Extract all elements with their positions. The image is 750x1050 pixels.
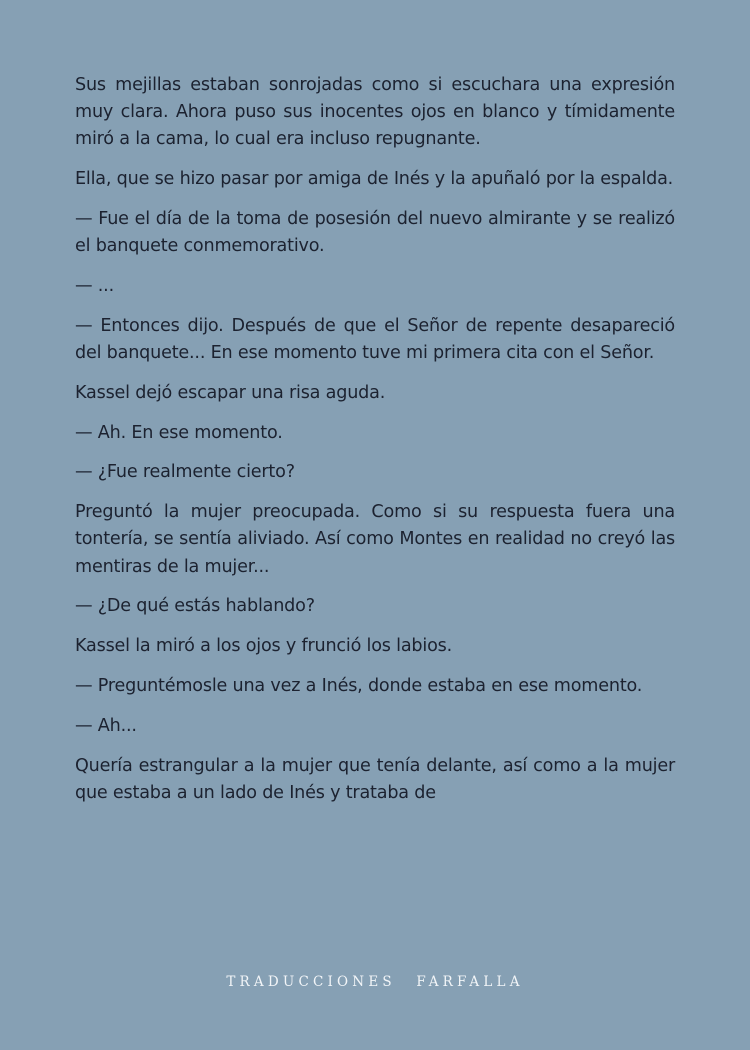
paragraph: — Fue el día de la toma de posesión del nuevo almirante y se realizó el banquete conmemorativo. bbox=[75, 209, 675, 257]
paragraph: Kassel la miró a los ojos y frunció los labios. bbox=[75, 636, 453, 657]
paragraph: Kassel dejó escapar una risa aguda. bbox=[75, 382, 386, 403]
paragraph: Sus mejillas estaban sonrojadas como si escuchara una expresión muy clara. Ahora puso sus inocentes ojos en blanco y tímidamente miró a la cama, lo cual era incluso repugnante. bbox=[75, 75, 675, 150]
paragraph: — ¿De qué estás hablando? bbox=[75, 596, 315, 617]
footer-word-farfalla: FARFALLA bbox=[416, 974, 524, 990]
paragraph: — Ah. En ese momento. bbox=[75, 422, 283, 443]
footer-word-traducciones: TRADUCCIONES bbox=[226, 974, 396, 990]
paragraph: — ¿Fue realmente cierto? bbox=[75, 462, 295, 483]
page-footer-watermark bbox=[0, 974, 750, 990]
paragraph: — Preguntémosle una vez a Inés, donde estaba en ese momento. bbox=[75, 675, 643, 696]
document-body bbox=[75, 72, 675, 820]
paragraph: — Ah... bbox=[75, 715, 137, 736]
paragraph: Preguntó la mujer preocupada. Como si su respuesta fuera una tontería, se sentía aliviado. Así como Montes en realidad no creyó las mentiras de la mujer... bbox=[75, 502, 675, 577]
paragraph: — Entonces dijo. Después de que el Señor de repente desapareció del banquete... En ese momento tuve mi primera cita con el Señor. bbox=[75, 315, 675, 363]
paragraph: Ella, que se hizo pasar por amiga de Inés y la apuñaló por la espalda. bbox=[75, 169, 674, 190]
paragraph: — ... bbox=[75, 276, 114, 296]
paragraph: Quería estrangular a la mujer que tenía delante, así como a la mujer que estaba a un lado de Inés y trataba de bbox=[75, 755, 675, 803]
